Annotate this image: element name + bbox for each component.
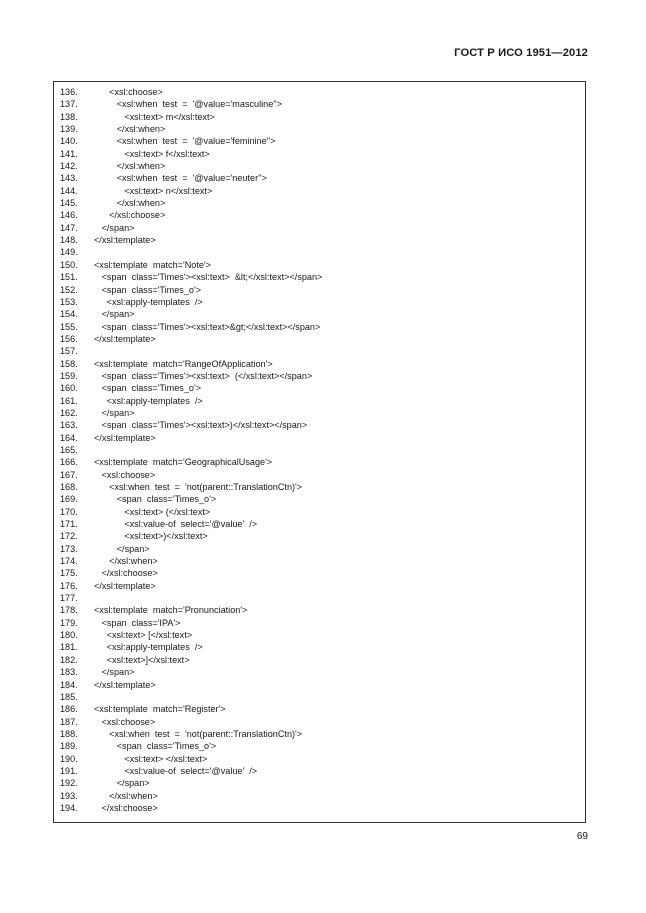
code-line bbox=[60, 617, 322, 629]
line-number: 165. bbox=[60, 444, 78, 455]
line-number: 157. bbox=[60, 346, 78, 357]
line-number: 140. bbox=[60, 136, 78, 147]
line-number: 181. bbox=[60, 642, 78, 653]
code-text: <xsl:value-of select='@value' /> bbox=[94, 519, 258, 530]
line-number: 171. bbox=[60, 519, 78, 530]
code-text: <span class='Times_o'> bbox=[94, 383, 202, 394]
line-number: 166. bbox=[60, 457, 78, 468]
code-line bbox=[60, 185, 322, 197]
code-line bbox=[60, 284, 322, 296]
code-line bbox=[60, 148, 322, 160]
code-text: </xsl:choose> bbox=[94, 802, 158, 813]
line-number: 158. bbox=[60, 358, 78, 369]
code-line bbox=[60, 604, 322, 616]
line-number: 189. bbox=[60, 741, 78, 752]
line-number: 174. bbox=[60, 556, 78, 567]
code-text: <xsl:choose> bbox=[94, 469, 156, 480]
line-number: 192. bbox=[60, 778, 78, 789]
code-text: <xsl:apply-templates /> bbox=[94, 642, 203, 653]
line-number: 184. bbox=[60, 679, 78, 690]
code-text: <xsl:text>)</xsl:text> bbox=[94, 531, 208, 542]
line-number: 168. bbox=[60, 482, 78, 492]
line-number: 156. bbox=[60, 333, 78, 344]
page-number: 69 bbox=[576, 831, 588, 842]
line-number: 172. bbox=[60, 531, 78, 542]
line-number: 178. bbox=[60, 605, 78, 616]
line-number: 175. bbox=[60, 568, 78, 579]
line-number: 149. bbox=[60, 247, 78, 258]
code-line bbox=[60, 86, 322, 98]
code-text: </span> bbox=[94, 309, 135, 320]
code-line bbox=[60, 555, 322, 567]
line-number: 160. bbox=[60, 383, 78, 394]
code-text: </xsl:when> bbox=[94, 124, 166, 135]
code-line bbox=[60, 395, 322, 407]
code-text: </xsl:choose> bbox=[94, 210, 166, 221]
code-line bbox=[60, 308, 322, 320]
code-text: <xsl:apply-templates /> bbox=[94, 395, 203, 406]
code-text: <xsl:template match='GeographicalUsage'> bbox=[94, 457, 273, 468]
line-number: 137. bbox=[60, 99, 78, 110]
code-line bbox=[60, 197, 322, 209]
code-line bbox=[60, 728, 322, 740]
code-text: <xsl:choose> bbox=[94, 716, 156, 727]
line-number: 144. bbox=[60, 185, 78, 196]
code-line bbox=[60, 444, 322, 456]
line-number: 179. bbox=[60, 617, 78, 628]
code-line bbox=[60, 123, 322, 135]
code-text: <xsl:text> f</xsl:text> bbox=[94, 148, 210, 159]
line-number: 141. bbox=[60, 148, 78, 159]
code-line bbox=[60, 160, 322, 172]
code-text: <xsl:when test = '@value='feminine''> bbox=[94, 136, 276, 147]
code-line bbox=[60, 111, 322, 123]
code-line bbox=[60, 246, 322, 258]
line-number: 139. bbox=[60, 124, 78, 135]
code-text: </xsl:template> bbox=[94, 580, 156, 591]
line-number: 177. bbox=[60, 593, 78, 604]
code-text: <xsl:template match='Register'> bbox=[94, 704, 226, 715]
line-number: 193. bbox=[60, 790, 78, 801]
code-line bbox=[60, 691, 322, 703]
code-line bbox=[60, 592, 322, 604]
code-line bbox=[60, 222, 322, 234]
line-number: 143. bbox=[60, 173, 78, 184]
code-text: <xsl:text> m</xsl:text> bbox=[94, 111, 215, 122]
line-number: 173. bbox=[60, 543, 78, 554]
line-number: 194. bbox=[60, 802, 78, 813]
line-number: 146. bbox=[60, 210, 78, 221]
code-line bbox=[60, 765, 322, 777]
code-text: </span> bbox=[94, 543, 150, 554]
code-text: <span class='IPA'> bbox=[94, 617, 181, 628]
code-line bbox=[60, 740, 322, 752]
code-text: </xsl:template> bbox=[94, 432, 156, 443]
code-text: <xsl:value-of select='@value' /> bbox=[94, 765, 258, 776]
line-number: 167. bbox=[60, 469, 78, 480]
code-text: <xsl:template match='Note'> bbox=[94, 259, 211, 270]
code-line bbox=[60, 506, 322, 518]
code-line bbox=[60, 234, 322, 246]
code-line bbox=[60, 580, 322, 592]
code-line bbox=[60, 271, 322, 283]
code-text: <span class='Times'><xsl:text> (</xsl:text></span> bbox=[94, 370, 313, 381]
line-number: 161. bbox=[60, 395, 78, 406]
line-number: 188. bbox=[60, 728, 78, 739]
code-line bbox=[60, 135, 322, 147]
line-number: 187. bbox=[60, 716, 78, 727]
code-line bbox=[60, 530, 322, 542]
code-text: <xsl:text> </xsl:text> bbox=[94, 753, 208, 764]
code-text: <xsl:template match='Pronunciation'> bbox=[94, 605, 248, 616]
code-text: <span class='Times'><xsl:text>&gt;</xsl:text></span> bbox=[94, 321, 321, 332]
code-text: <span class='Times'><xsl:text>)</xsl:text></span> bbox=[94, 420, 308, 431]
code-text: <xsl:when test = '@value='neuter''> bbox=[94, 173, 267, 184]
code-line bbox=[60, 333, 322, 345]
line-number: 186. bbox=[60, 704, 78, 715]
code-text: <span class='Times'><xsl:text> &lt;</xsl:text></span> bbox=[94, 272, 323, 283]
code-line bbox=[60, 172, 322, 184]
line-number: 153. bbox=[60, 296, 78, 307]
code-text: </xsl:template> bbox=[94, 679, 156, 690]
line-number: 145. bbox=[60, 198, 78, 209]
line-number: 148. bbox=[60, 235, 78, 246]
code-line bbox=[60, 703, 322, 715]
line-number: 152. bbox=[60, 284, 78, 295]
code-text: <xsl:text> n</xsl:text> bbox=[94, 185, 213, 196]
line-number: 159. bbox=[60, 370, 78, 381]
line-number: 183. bbox=[60, 667, 78, 678]
line-number: 180. bbox=[60, 630, 78, 641]
line-number: 163. bbox=[60, 420, 78, 431]
code-line bbox=[60, 777, 322, 789]
code-line bbox=[60, 802, 322, 814]
code-text: </xsl:choose> bbox=[94, 568, 158, 579]
code-line bbox=[60, 654, 322, 666]
line-number: 191. bbox=[60, 765, 78, 776]
code-text: </xsl:when> bbox=[94, 790, 158, 801]
code-line bbox=[60, 432, 322, 444]
code-line bbox=[60, 358, 322, 370]
line-number: 162. bbox=[60, 407, 78, 418]
code-line bbox=[60, 679, 322, 691]
code-text: <span class='Times_o'> bbox=[94, 494, 217, 505]
code-text: <span class='Times_o'> bbox=[94, 284, 202, 295]
line-number: 136. bbox=[60, 87, 78, 97]
code-text: <xsl:text> [</xsl:text> bbox=[94, 630, 193, 641]
line-number: 154. bbox=[60, 309, 78, 320]
code-text: </span> bbox=[94, 778, 150, 789]
code-line bbox=[60, 543, 322, 555]
code-line bbox=[60, 419, 322, 431]
code-line bbox=[60, 209, 322, 221]
line-number: 150. bbox=[60, 259, 78, 270]
code-text: </xsl:when> bbox=[94, 198, 166, 209]
code-line bbox=[60, 345, 322, 357]
code-text: </xsl:template> bbox=[94, 235, 156, 246]
line-number: 170. bbox=[60, 506, 78, 517]
code-text: </xsl:when> bbox=[94, 161, 166, 172]
line-number: 169. bbox=[60, 494, 78, 505]
code-line bbox=[60, 481, 322, 493]
line-number: 182. bbox=[60, 654, 78, 665]
code-text: <span class='Times_o'> bbox=[94, 741, 217, 752]
code-line bbox=[60, 753, 322, 765]
code-line bbox=[60, 296, 322, 308]
line-number: 185. bbox=[60, 691, 78, 702]
code-line bbox=[60, 98, 322, 110]
code-text: </span> bbox=[94, 407, 135, 418]
code-listing bbox=[60, 86, 322, 814]
code-line bbox=[60, 321, 322, 333]
code-line bbox=[60, 790, 322, 802]
code-line bbox=[60, 666, 322, 678]
code-text: <xsl:when test = '@value='masculine''> bbox=[94, 99, 283, 110]
line-number: 190. bbox=[60, 753, 78, 764]
line-number: 151. bbox=[60, 272, 78, 283]
line-number: 176. bbox=[60, 580, 78, 591]
code-line bbox=[60, 629, 322, 641]
code-text: <xsl:text> (</xsl:text> bbox=[94, 506, 211, 517]
code-line bbox=[60, 567, 322, 579]
code-line bbox=[60, 456, 322, 468]
code-text: </xsl:template> bbox=[94, 333, 156, 344]
code-text: <xsl:when test = 'not(parent::TranslationCtn)'> bbox=[94, 728, 303, 739]
code-text: <xsl:apply-templates /> bbox=[94, 296, 203, 307]
line-number: 142. bbox=[60, 161, 78, 172]
line-number: 138. bbox=[60, 111, 78, 122]
code-line bbox=[60, 493, 322, 505]
code-line bbox=[60, 641, 322, 653]
code-text: <xsl:text>]</xsl:text> bbox=[94, 654, 190, 665]
code-line bbox=[60, 259, 322, 271]
code-line bbox=[60, 518, 322, 530]
code-line bbox=[60, 716, 322, 728]
document-header-title: ГОСТ Р ИСО 1951—2012 bbox=[454, 47, 588, 59]
code-text: </xsl:when> bbox=[94, 556, 158, 567]
code-listing-box bbox=[53, 81, 586, 823]
code-text: <xsl:template match='RangeOfApplication'> bbox=[94, 358, 273, 369]
line-number: 147. bbox=[60, 222, 78, 233]
code-line bbox=[60, 370, 322, 382]
code-text: <xsl:when test = 'not(parent::TranslationCtn)'> bbox=[94, 482, 303, 492]
line-number: 155. bbox=[60, 321, 78, 332]
code-text: </span> bbox=[94, 667, 135, 678]
code-line bbox=[60, 407, 322, 419]
line-number: 164. bbox=[60, 432, 78, 443]
code-text: </span> bbox=[94, 222, 135, 233]
code-line bbox=[60, 382, 322, 394]
code-line bbox=[60, 469, 322, 481]
code-text: <xsl:choose> bbox=[94, 87, 163, 97]
